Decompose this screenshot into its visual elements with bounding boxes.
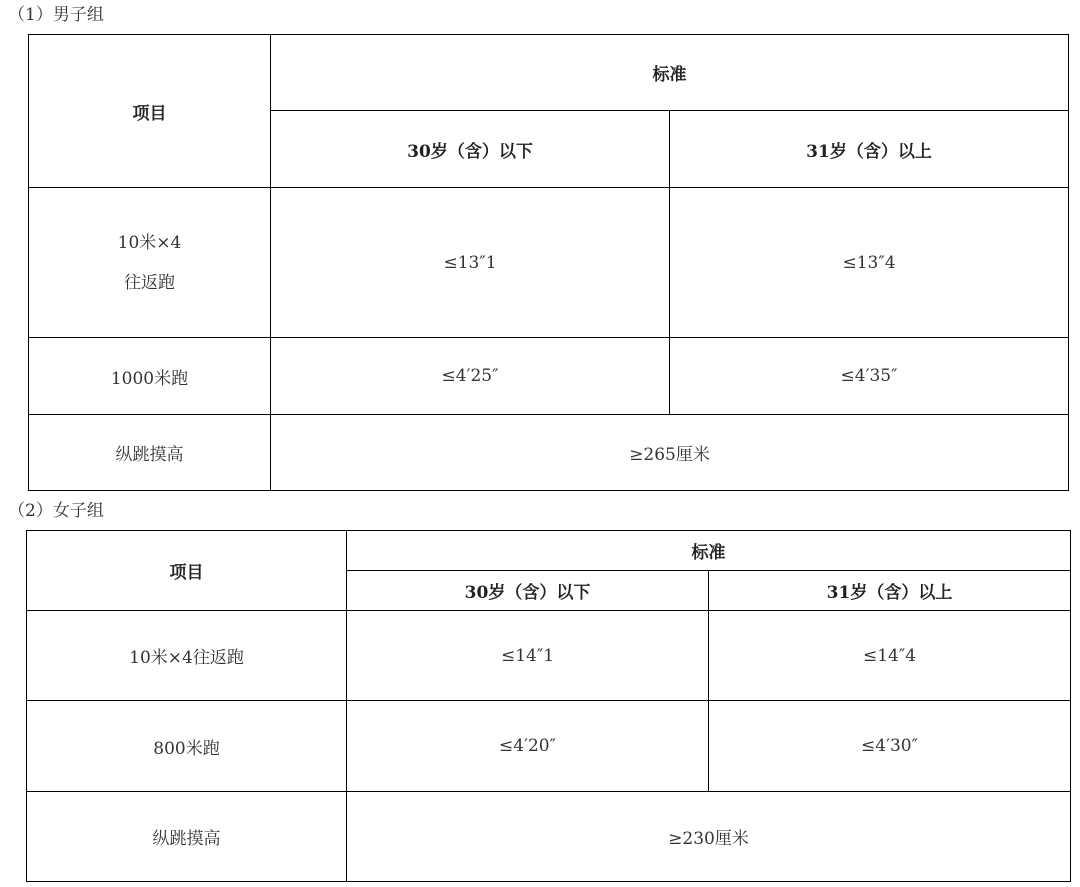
item-cell: 10米×4往返跑 [27, 611, 347, 701]
value-cell-under: ≤4′20″ [347, 701, 709, 792]
header-age-under: 30岁（含）以下 [271, 111, 670, 188]
table-row [27, 792, 1071, 882]
table-row [29, 338, 1069, 415]
header-age-over: 31岁（含）以上 [670, 111, 1069, 188]
table-header-row [29, 35, 1069, 111]
value-cell-all: ≥230厘米 [347, 792, 1071, 882]
value-cell-over: ≤13″4 [670, 188, 1069, 338]
item-cell: 纵跳摸高 [29, 415, 271, 491]
item-cell [29, 188, 271, 338]
value-cell-all: ≥265厘米 [271, 415, 1069, 491]
table-row [27, 611, 1071, 701]
male-standards-table [28, 34, 1069, 491]
header-age-over: 31岁（含）以上 [709, 571, 1071, 611]
table-row [29, 188, 1069, 338]
value-cell-over: ≤4′30″ [709, 701, 1071, 792]
header-item: 项目 [27, 531, 347, 611]
item-cell: 1000米跑 [29, 338, 271, 415]
value-cell-over: ≤4′35″ [670, 338, 1069, 415]
item-line: 往返跑 [124, 272, 175, 293]
header-item: 项目 [29, 35, 271, 188]
female-standards-table [26, 530, 1071, 882]
table-row [29, 415, 1069, 491]
male-section-title: （1）男子组 [8, 5, 104, 25]
header-age-under: 30岁（含）以下 [347, 571, 709, 611]
table-header-row [27, 531, 1071, 571]
item-cell: 800米跑 [27, 701, 347, 792]
value-cell-under: ≤13″1 [271, 188, 670, 338]
header-standard: 标准 [271, 35, 1069, 111]
header-standard: 标准 [347, 531, 1071, 571]
value-cell-under: ≤4′25″ [271, 338, 670, 415]
item-cell: 纵跳摸高 [27, 792, 347, 882]
table-row [27, 701, 1071, 792]
value-cell-over: ≤14″4 [709, 611, 1071, 701]
item-line: 10米×4 [117, 232, 182, 253]
female-section-title: （2）女子组 [8, 501, 104, 521]
value-cell-under: ≤14″1 [347, 611, 709, 701]
